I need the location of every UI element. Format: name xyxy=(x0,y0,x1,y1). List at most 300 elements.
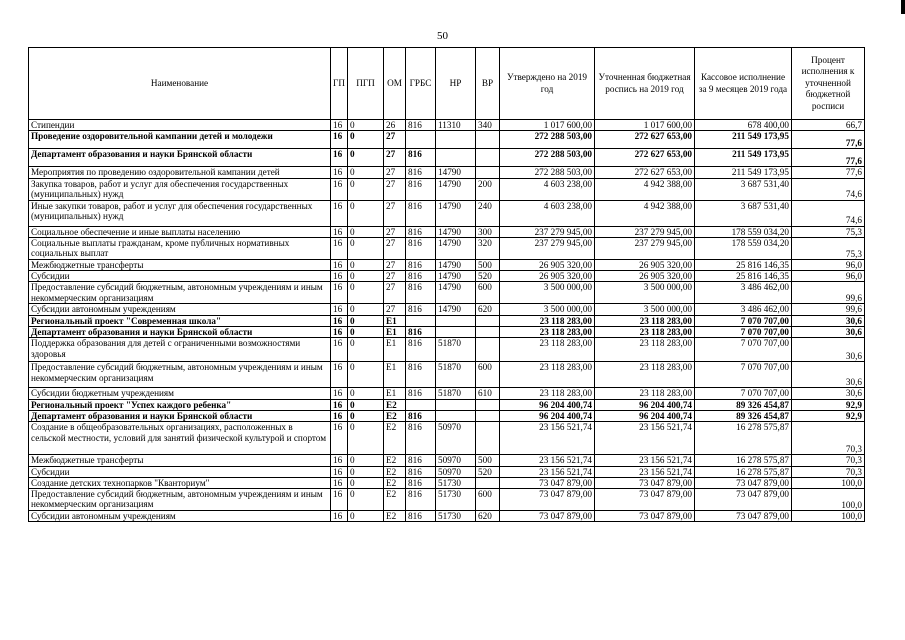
row-pgp: 0 xyxy=(348,259,384,270)
row-name: Субсидии автономным учреждениям xyxy=(29,511,331,522)
row-name: Закупка товаров, работ и услуг для обеспечения государственных (муниципальных) нужд xyxy=(29,178,331,200)
row-vr: 340 xyxy=(476,120,500,131)
col-header-nr: НР xyxy=(436,48,476,120)
budget-table xyxy=(28,47,865,522)
row-percent: 30,6 xyxy=(792,362,865,388)
row-pgp: 0 xyxy=(348,489,384,511)
row-nr: 50970 xyxy=(436,466,476,477)
row-pgp: 0 xyxy=(348,167,384,178)
table-row xyxy=(29,362,865,388)
row-vr: 500 xyxy=(476,259,500,270)
row-nr: 14790 xyxy=(436,282,476,304)
row-om: E1 xyxy=(384,327,406,338)
row-percent: 70,3 xyxy=(792,422,865,455)
row-pgp: 0 xyxy=(348,237,384,259)
row-name: Социальные выплаты гражданам, кроме публичных нормативных социальных выплат xyxy=(29,237,331,259)
row-grbs: 816 xyxy=(406,120,436,131)
table-row xyxy=(29,282,865,304)
row-nr xyxy=(436,131,476,149)
row-approved: 272 288 503,00 xyxy=(500,167,595,178)
row-name: Поддержка образования для детей с ограниченными возможностями здоровья xyxy=(29,338,331,362)
row-name: Предоставление субсидий бюджетным, автономным учреждениям и иным некоммерческим организациям xyxy=(29,489,331,511)
row-executed: 3 486 462,00 xyxy=(695,282,792,304)
row-nr: 50970 xyxy=(436,455,476,466)
col-header-name: Наименование xyxy=(29,48,331,120)
row-percent: 100,0 xyxy=(792,489,865,511)
row-om: 27 xyxy=(384,304,406,315)
row-om: 27 xyxy=(384,259,406,270)
row-nr: 14790 xyxy=(436,167,476,178)
row-pgp: 0 xyxy=(348,271,384,282)
row-percent: 74,6 xyxy=(792,178,865,200)
row-gp: 16 xyxy=(331,388,348,399)
row-executed: 25 816 146,35 xyxy=(695,259,792,270)
row-nr: 50970 xyxy=(436,422,476,455)
row-grbs: 816 xyxy=(406,422,436,455)
row-refined: 23 118 283,00 xyxy=(595,338,695,362)
row-refined: 96 204 400,74 xyxy=(595,399,695,410)
row-vr: 610 xyxy=(476,388,500,399)
row-nr: 51870 xyxy=(436,362,476,388)
row-grbs: 816 xyxy=(406,282,436,304)
row-grbs: 816 xyxy=(406,338,436,362)
row-executed: 211 549 173,95 xyxy=(695,149,792,167)
row-percent: 70,3 xyxy=(792,466,865,477)
row-om: 27 xyxy=(384,282,406,304)
row-pgp: 0 xyxy=(348,410,384,421)
row-om: 27 xyxy=(384,237,406,259)
row-grbs: 816 xyxy=(406,327,436,338)
row-vr: 500 xyxy=(476,455,500,466)
row-nr: 14790 xyxy=(436,237,476,259)
table-row xyxy=(29,131,865,149)
row-executed: 7 070 707,00 xyxy=(695,362,792,388)
row-executed: 73 047 879,00 xyxy=(695,511,792,522)
row-refined: 4 942 388,00 xyxy=(595,178,695,200)
row-gp: 16 xyxy=(331,327,348,338)
row-vr xyxy=(476,149,500,167)
row-name: Субсидии бюджетным учреждениям xyxy=(29,388,331,399)
row-executed: 7 070 707,00 xyxy=(695,315,792,326)
row-percent: 92,9 xyxy=(792,410,865,421)
row-gp: 16 xyxy=(331,410,348,421)
row-approved: 23 118 283,00 xyxy=(500,315,595,326)
row-om: E2 xyxy=(384,511,406,522)
row-gp: 16 xyxy=(331,131,348,149)
row-refined: 23 156 521,74 xyxy=(595,466,695,477)
row-grbs: 816 xyxy=(406,455,436,466)
row-nr xyxy=(436,149,476,167)
table-row xyxy=(29,477,865,488)
row-om: E2 xyxy=(384,399,406,410)
row-refined: 1 017 600,00 xyxy=(595,120,695,131)
row-nr xyxy=(436,410,476,421)
row-nr: 14790 xyxy=(436,200,476,226)
row-pgp: 0 xyxy=(348,282,384,304)
row-nr: 14790 xyxy=(436,178,476,200)
row-refined: 73 047 879,00 xyxy=(595,511,695,522)
table-row xyxy=(29,327,865,338)
row-pgp: 0 xyxy=(348,178,384,200)
col-header-executed: Кассовое исполнение за 9 месяцев 2019 года xyxy=(695,48,792,120)
table-body xyxy=(29,120,865,522)
row-refined: 73 047 879,00 xyxy=(595,489,695,511)
row-nr: 51730 xyxy=(436,489,476,511)
row-grbs: 816 xyxy=(406,489,436,511)
row-vr: 240 xyxy=(476,200,500,226)
table-row xyxy=(29,399,865,410)
row-nr: 51870 xyxy=(436,388,476,399)
row-grbs: 816 xyxy=(406,466,436,477)
row-pgp: 0 xyxy=(348,226,384,237)
row-percent: 75,3 xyxy=(792,226,865,237)
row-vr xyxy=(476,167,500,178)
row-om: E2 xyxy=(384,410,406,421)
row-executed: 3 687 531,40 xyxy=(695,178,792,200)
row-approved: 272 288 503,00 xyxy=(500,131,595,149)
row-om: E2 xyxy=(384,466,406,477)
col-header-pgp: ПГП xyxy=(348,48,384,120)
row-om: E1 xyxy=(384,362,406,388)
row-grbs xyxy=(406,131,436,149)
row-approved: 3 500 000,00 xyxy=(500,304,595,315)
row-pgp: 0 xyxy=(348,455,384,466)
row-gp: 16 xyxy=(331,167,348,178)
row-nr xyxy=(436,315,476,326)
row-percent: 100,0 xyxy=(792,477,865,488)
row-approved: 73 047 879,00 xyxy=(500,511,595,522)
table-row xyxy=(29,226,865,237)
table-row xyxy=(29,200,865,226)
row-executed: 89 326 454,87 xyxy=(695,399,792,410)
row-executed: 7 070 707,00 xyxy=(695,338,792,362)
row-pgp: 0 xyxy=(348,477,384,488)
row-approved: 237 279 945,00 xyxy=(500,237,595,259)
row-percent: 77,6 xyxy=(792,149,865,167)
row-refined: 23 156 521,74 xyxy=(595,455,695,466)
row-gp: 16 xyxy=(331,455,348,466)
col-header-grbs: ГРБС xyxy=(406,48,436,120)
row-om: 26 xyxy=(384,120,406,131)
table-row xyxy=(29,338,865,362)
row-executed: 25 816 146,35 xyxy=(695,271,792,282)
row-refined: 4 942 388,00 xyxy=(595,200,695,226)
table-row xyxy=(29,422,865,455)
row-gp: 16 xyxy=(331,422,348,455)
row-name: Департамент образования и науки Брянской области xyxy=(29,149,331,167)
table-row xyxy=(29,455,865,466)
row-approved: 4 603 238,00 xyxy=(500,200,595,226)
row-percent: 30,6 xyxy=(792,327,865,338)
row-name: Стипендии xyxy=(29,120,331,131)
row-name: Предоставление субсидий бюджетным, автономным учреждениям и иным некоммерческим организациям xyxy=(29,362,331,388)
row-om: 27 xyxy=(384,200,406,226)
row-gp: 16 xyxy=(331,259,348,270)
row-grbs: 816 xyxy=(406,511,436,522)
row-executed: 3 486 462,00 xyxy=(695,304,792,315)
row-percent: 99,6 xyxy=(792,282,865,304)
header-row xyxy=(29,48,865,120)
row-gp: 16 xyxy=(331,120,348,131)
row-approved: 3 500 000,00 xyxy=(500,282,595,304)
col-header-vr: ВР xyxy=(476,48,500,120)
row-pgp: 0 xyxy=(348,120,384,131)
row-nr: 51730 xyxy=(436,511,476,522)
table-row xyxy=(29,511,865,522)
row-vr xyxy=(476,399,500,410)
row-name: Иные закупки товаров, работ и услуг для обеспечения государственных (муниципальных) нужд xyxy=(29,200,331,226)
row-refined: 3 500 000,00 xyxy=(595,304,695,315)
row-grbs xyxy=(406,399,436,410)
row-executed: 678 400,00 xyxy=(695,120,792,131)
row-approved: 23 118 283,00 xyxy=(500,388,595,399)
row-name: Социальное обеспечение и иные выплаты населению xyxy=(29,226,331,237)
row-pgp: 0 xyxy=(348,304,384,315)
row-grbs: 816 xyxy=(406,149,436,167)
row-vr xyxy=(476,327,500,338)
row-nr xyxy=(436,327,476,338)
row-gp: 16 xyxy=(331,304,348,315)
row-approved: 23 156 521,74 xyxy=(500,455,595,466)
row-vr: 620 xyxy=(476,304,500,315)
row-gp: 16 xyxy=(331,200,348,226)
row-pgp: 0 xyxy=(348,315,384,326)
row-vr: 600 xyxy=(476,282,500,304)
row-grbs: 816 xyxy=(406,271,436,282)
row-vr xyxy=(476,315,500,326)
row-om: E2 xyxy=(384,477,406,488)
row-gp: 16 xyxy=(331,399,348,410)
row-approved: 1 017 600,00 xyxy=(500,120,595,131)
row-name: Субсидии автономным учреждениям xyxy=(29,304,331,315)
row-gp: 16 xyxy=(331,178,348,200)
row-approved: 23 156 521,74 xyxy=(500,422,595,455)
table-row xyxy=(29,315,865,326)
row-percent: 74,6 xyxy=(792,200,865,226)
row-executed: 73 047 879,00 xyxy=(695,477,792,488)
row-vr xyxy=(476,477,500,488)
table-row xyxy=(29,410,865,421)
row-grbs: 816 xyxy=(406,167,436,178)
row-gp: 16 xyxy=(331,338,348,362)
row-grbs: 816 xyxy=(406,237,436,259)
table-row xyxy=(29,388,865,399)
table-row xyxy=(29,149,865,167)
row-approved: 73 047 879,00 xyxy=(500,489,595,511)
row-pgp: 0 xyxy=(348,422,384,455)
row-grbs xyxy=(406,315,436,326)
row-gp: 16 xyxy=(331,271,348,282)
row-gp: 16 xyxy=(331,237,348,259)
row-executed: 178 559 034,20 xyxy=(695,237,792,259)
row-gp: 16 xyxy=(331,315,348,326)
row-vr: 520 xyxy=(476,271,500,282)
row-executed: 16 278 575,87 xyxy=(695,455,792,466)
row-vr xyxy=(476,422,500,455)
row-name: Проведение оздоровительной кампании детей и молодежи xyxy=(29,131,331,149)
row-executed: 16 278 575,87 xyxy=(695,422,792,455)
row-refined: 26 905 320,00 xyxy=(595,259,695,270)
row-approved: 23 118 283,00 xyxy=(500,362,595,388)
row-pgp: 0 xyxy=(348,149,384,167)
row-om: E2 xyxy=(384,422,406,455)
row-om: 27 xyxy=(384,149,406,167)
row-nr: 14790 xyxy=(436,304,476,315)
row-gp: 16 xyxy=(331,489,348,511)
row-vr: 200 xyxy=(476,178,500,200)
row-name: Создание в общеобразовательных организациях, расположенных в сельской местности, условий для занятий физической культурой и спортом xyxy=(29,422,331,455)
row-nr: 14790 xyxy=(436,271,476,282)
row-name: Создание детских технопарков "Кванториум" xyxy=(29,477,331,488)
row-pgp: 0 xyxy=(348,362,384,388)
row-executed: 211 549 173,95 xyxy=(695,131,792,149)
row-pgp: 0 xyxy=(348,338,384,362)
row-pgp: 0 xyxy=(348,131,384,149)
row-executed: 7 070 707,00 xyxy=(695,327,792,338)
row-percent: 30,6 xyxy=(792,388,865,399)
row-nr: 11310 xyxy=(436,120,476,131)
row-percent: 66,7 xyxy=(792,120,865,131)
row-refined: 272 627 653,00 xyxy=(595,167,695,178)
row-om: E2 xyxy=(384,455,406,466)
row-gp: 16 xyxy=(331,511,348,522)
row-name: Региональный проект "Успех каждого ребенка" xyxy=(29,399,331,410)
row-executed: 73 047 879,00 xyxy=(695,489,792,511)
row-refined: 73 047 879,00 xyxy=(595,477,695,488)
col-header-refined: Уточненная бюджетная роспись на 2019 год xyxy=(595,48,695,120)
row-percent: 92,9 xyxy=(792,399,865,410)
row-executed: 7 070 707,00 xyxy=(695,388,792,399)
row-approved: 26 905 320,00 xyxy=(500,271,595,282)
row-percent: 99,6 xyxy=(792,304,865,315)
row-approved: 96 204 400,74 xyxy=(500,399,595,410)
row-percent: 77,6 xyxy=(792,131,865,149)
row-pgp: 0 xyxy=(348,200,384,226)
row-refined: 3 500 000,00 xyxy=(595,282,695,304)
row-executed: 16 278 575,87 xyxy=(695,466,792,477)
row-om: 27 xyxy=(384,178,406,200)
row-name: Департамент образования и науки Брянской области xyxy=(29,410,331,421)
row-pgp: 0 xyxy=(348,399,384,410)
row-executed: 3 687 531,40 xyxy=(695,200,792,226)
row-percent: 70,3 xyxy=(792,455,865,466)
row-refined: 272 627 653,00 xyxy=(595,149,695,167)
row-gp: 16 xyxy=(331,477,348,488)
row-name: Мероприятия по проведению оздоровительной кампании детей xyxy=(29,167,331,178)
table-row xyxy=(29,304,865,315)
row-name: Межбюджетные трансферты xyxy=(29,455,331,466)
row-percent: 77,6 xyxy=(792,167,865,178)
row-gp: 16 xyxy=(331,282,348,304)
table-row xyxy=(29,466,865,477)
row-vr xyxy=(476,410,500,421)
row-vr: 600 xyxy=(476,489,500,511)
row-approved: 26 905 320,00 xyxy=(500,259,595,270)
row-refined: 237 279 945,00 xyxy=(595,226,695,237)
row-om: E2 xyxy=(384,489,406,511)
row-name: Региональный проект "Современная школа" xyxy=(29,315,331,326)
row-om: 27 xyxy=(384,167,406,178)
corner-mark xyxy=(901,0,905,14)
row-approved: 23 156 521,74 xyxy=(500,466,595,477)
row-name: Субсидии xyxy=(29,271,331,282)
row-refined: 26 905 320,00 xyxy=(595,271,695,282)
row-executed: 89 326 454,87 xyxy=(695,410,792,421)
row-grbs: 816 xyxy=(406,259,436,270)
row-refined: 23 156 521,74 xyxy=(595,422,695,455)
row-om: 27 xyxy=(384,226,406,237)
row-approved: 237 279 945,00 xyxy=(500,226,595,237)
row-grbs: 816 xyxy=(406,362,436,388)
row-grbs: 816 xyxy=(406,477,436,488)
row-vr: 620 xyxy=(476,511,500,522)
row-pgp: 0 xyxy=(348,511,384,522)
row-name: Субсидии xyxy=(29,466,331,477)
row-om: E1 xyxy=(384,338,406,362)
row-om: 27 xyxy=(384,131,406,149)
table-row xyxy=(29,178,865,200)
col-header-percent: Процент исполнения к уточненной бюджетной росписи xyxy=(792,48,865,120)
row-grbs: 816 xyxy=(406,410,436,421)
row-refined: 23 118 283,00 xyxy=(595,315,695,326)
col-header-gp: ГП xyxy=(331,48,348,120)
row-approved: 4 603 238,00 xyxy=(500,178,595,200)
row-refined: 23 118 283,00 xyxy=(595,327,695,338)
row-pgp: 0 xyxy=(348,327,384,338)
row-percent: 100,0 xyxy=(792,511,865,522)
row-gp: 16 xyxy=(331,149,348,167)
row-vr: 600 xyxy=(476,362,500,388)
row-percent: 96,0 xyxy=(792,271,865,282)
row-om: E1 xyxy=(384,388,406,399)
row-percent: 30,6 xyxy=(792,315,865,326)
row-vr xyxy=(476,338,500,362)
row-executed: 211 549 173,95 xyxy=(695,167,792,178)
row-percent: 30,6 xyxy=(792,338,865,362)
row-refined: 96 204 400,74 xyxy=(595,410,695,421)
row-gp: 16 xyxy=(331,362,348,388)
row-vr: 320 xyxy=(476,237,500,259)
row-approved: 73 047 879,00 xyxy=(500,477,595,488)
row-name: Департамент образования и науки Брянской области xyxy=(29,327,331,338)
row-vr xyxy=(476,131,500,149)
row-grbs: 816 xyxy=(406,304,436,315)
row-grbs: 816 xyxy=(406,226,436,237)
row-approved: 23 118 283,00 xyxy=(500,327,595,338)
row-gp: 16 xyxy=(331,226,348,237)
table-row xyxy=(29,259,865,270)
row-refined: 272 627 653,00 xyxy=(595,131,695,149)
col-header-om: ОМ xyxy=(384,48,406,120)
row-nr xyxy=(436,399,476,410)
row-grbs: 816 xyxy=(406,200,436,226)
row-grbs: 816 xyxy=(406,388,436,399)
row-approved: 272 288 503,00 xyxy=(500,149,595,167)
row-pgp: 0 xyxy=(348,388,384,399)
row-approved: 96 204 400,74 xyxy=(500,410,595,421)
row-gp: 16 xyxy=(331,466,348,477)
table-row xyxy=(29,237,865,259)
row-om: 27 xyxy=(384,271,406,282)
row-nr: 51870 xyxy=(436,338,476,362)
row-nr: 14790 xyxy=(436,259,476,270)
row-vr: 520 xyxy=(476,466,500,477)
row-name: Межбюджетные трансферты xyxy=(29,259,331,270)
row-percent: 96,0 xyxy=(792,259,865,270)
table-row xyxy=(29,271,865,282)
row-om: E1 xyxy=(384,315,406,326)
row-approved: 23 118 283,00 xyxy=(500,338,595,362)
